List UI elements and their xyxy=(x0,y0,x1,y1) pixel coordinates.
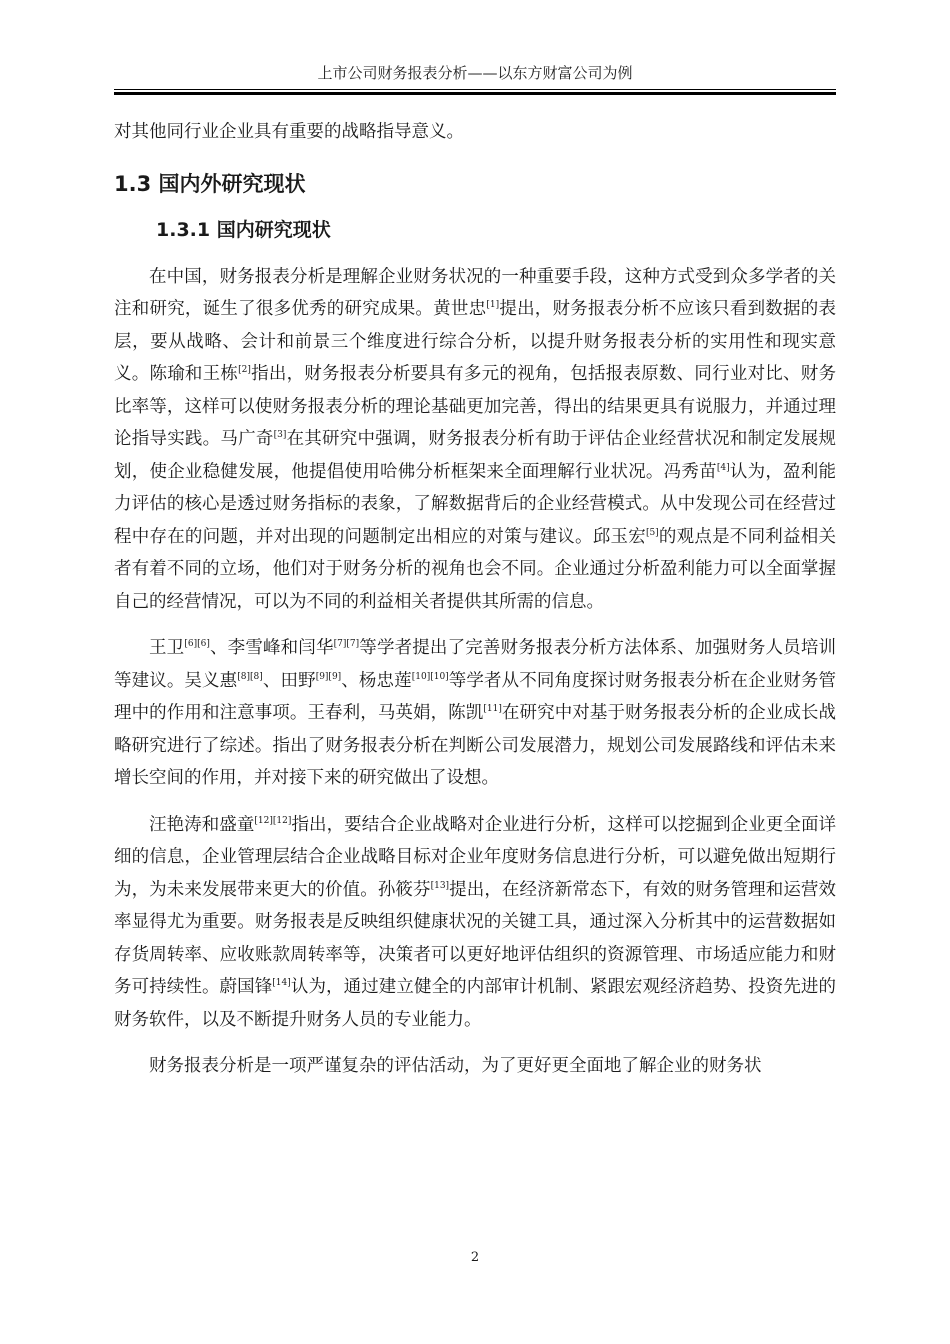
citation-ref: [7][7] xyxy=(333,639,360,649)
text-run: 的观点是不同利益相关者有着不同的立场，他们对于财务分析的视角也会不同。企业通过分析盈利能力可以全面掌握自己的经营情况，可以为不同的利益相关者提供其所需的信息。 xyxy=(114,526,836,612)
header-rule-thick xyxy=(114,92,836,95)
paragraph-4 xyxy=(114,1050,836,1083)
text-run: 王卫 xyxy=(149,638,185,658)
header-rule-thin xyxy=(114,89,836,90)
text-run: 在中国，财务报表分析是理解企业财务状况的一种重要手段，这种方式受到众多学者的关注和研究，诞生了很多优秀的研究成果。黄世忠 xyxy=(114,266,836,319)
page-number: 2 xyxy=(470,1250,480,1265)
citation-ref: [9][9] xyxy=(315,671,342,682)
text-run: 等学者从不同角度探讨财务报表分析在企业财务管理中的作用和注意事项。王春利，马英娟，陈凯 xyxy=(114,670,837,723)
citation-ref: [4] xyxy=(716,462,730,473)
text-run: 提出，在经济新常态下，有效的财务管理和运营效率显得尤为重要。财务报表是反映组织健康状况的关键工具，通过深入分析其中的运营数据如存货周转率、应收账款周转率等，决策者可以更好地评估组织的资源管理、市场适应能力和财务可持续性。蔚国锋 xyxy=(114,879,837,997)
intro-line: 对其他同行业企业具有重要的战略指导意义。 xyxy=(114,122,464,142)
subsection-heading: 1.3.1 国内研究现状 xyxy=(156,218,331,241)
text-run: 财务报表分析是一项严谨复杂的评估活动，为了更好更全面地了解企业的财务状 xyxy=(149,1056,762,1076)
citation-ref: [2] xyxy=(238,365,251,375)
citation-ref: [12][12] xyxy=(254,815,292,826)
text-run: 提出，财务报表分析不应该只看到数据的表层，要从战略、会计和前景三个维度进行综合分析，以提升财务报表分析的实用性和现实意义。陈瑜和王栋 xyxy=(114,299,837,384)
citation-ref: [13] xyxy=(430,880,450,891)
text-run: 、李雪峰和闫华 xyxy=(209,638,334,658)
text-run: 在研究中对基于财务报表分析的企业成长战略研究进行了综述。指出了财务报表分析在判断公司发展潜力，规划公司发展路线和评估未来增长空间的作用，并对接下来的研究做出了设想。 xyxy=(114,703,837,788)
paragraph-2 xyxy=(114,632,836,795)
page-body xyxy=(114,116,836,1083)
citation-ref: [1] xyxy=(486,300,500,310)
text-run: 指出，财务报表分析要具有多元的视角，包括报表原数、同行业对比、财务比率等，这样可以使财务报表分析的理论基础更加完善，得出的结果更具有说服力，并通过理论指导实践。马广奇 xyxy=(114,364,837,449)
citation-ref: [14] xyxy=(272,978,291,988)
text-run: 等学者提出了完善财务报表分析方法体系、加强财务人员培训等建议。吴义惠 xyxy=(114,638,837,691)
paragraph-1 xyxy=(114,261,836,619)
paragraph-3 xyxy=(114,809,836,1037)
section-heading: 1.3 国内外研究现状 xyxy=(114,171,306,196)
text-run: 认为，盈利能力评估的核心是透过财务指标的表象，了解数据背后的企业经营模式。从中发现公司在经营过程中存在的问题，并对出现的问题制定出相应的对策与建议。邱玉宏 xyxy=(114,461,837,547)
text-run: 指出，要结合企业战略对企业进行分析，这样可以挖掘到企业更全面详细的信息，企业管理层结合企业战略目标对企业年度财务信息进行分析，可以避免做出短期行为，为未来发展带来更大的价值。孙筱芬 xyxy=(114,814,837,900)
text-run: 、杨忠莲 xyxy=(341,670,412,691)
running-header: 上市公司财务报表分析——以东方财富公司为例 xyxy=(317,64,633,82)
citation-ref: [11] xyxy=(483,704,502,714)
text-run: 汪艳涛和盛童 xyxy=(149,814,255,835)
citation-ref: [3] xyxy=(273,430,287,440)
citation-ref: [6][6] xyxy=(184,639,210,649)
text-run: 认为，通过建立健全的内部审计机制、紧跟宏观经济趋势、投资先进的财务软件，以及不断提升财务人员的专业能力。 xyxy=(114,977,837,1030)
citation-ref: [5] xyxy=(645,527,659,538)
citation-ref: [8][8] xyxy=(237,671,263,682)
text-run: 在其研究中强调，财务报表分析有助于评估企业经营状况和制定发展规划，使企业稳健发展，他提倡使用哈佛分析框架来全面理解行业状况。冯秀苗 xyxy=(114,429,837,482)
citation-ref: [10][10] xyxy=(411,671,449,682)
text-run: 、田野 xyxy=(262,670,316,691)
